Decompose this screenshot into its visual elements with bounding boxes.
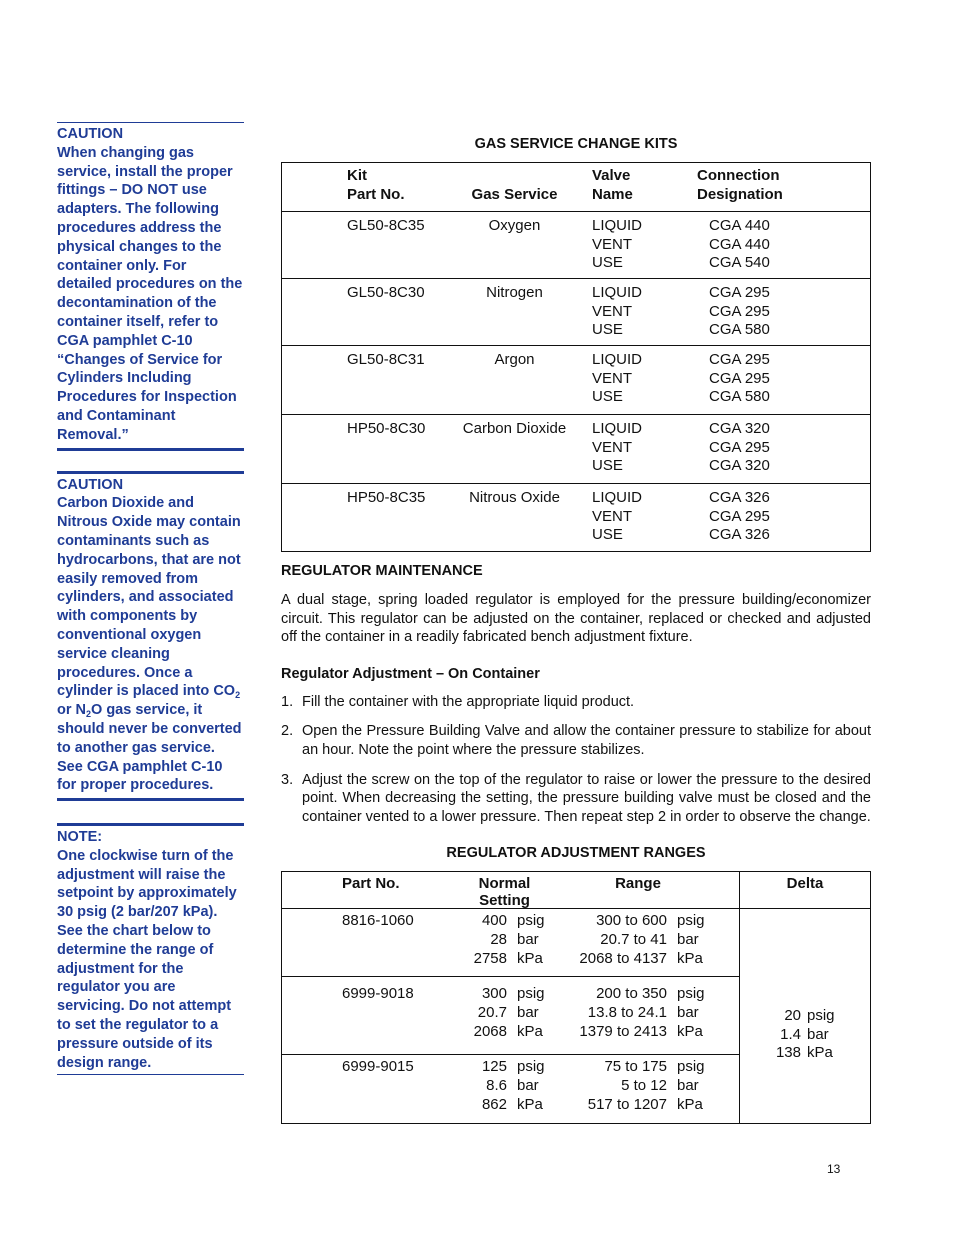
regulator-ranges-body <box>282 909 739 1123</box>
cell-text: LIQUID <box>592 284 643 301</box>
delta-unit: bar <box>807 1025 829 1043</box>
cell-text: bar <box>517 1004 539 1022</box>
cell-text: VENT <box>592 438 633 456</box>
cell-text: 6999-9015 <box>342 1058 414 1076</box>
delta-number: 1.4 <box>780 1025 801 1043</box>
delta-number: 138 <box>775 1044 801 1062</box>
cell-text: CGA 440 <box>709 217 770 234</box>
step-number: 3. <box>281 771 294 788</box>
cell-connections <box>697 284 870 345</box>
cell-text: 2758 <box>473 949 507 967</box>
regulator-ranges-left <box>282 872 740 1123</box>
cell-text: bar <box>677 931 699 949</box>
gas-kits-caption: GAS SERVICE CHANGE KITS <box>474 136 678 152</box>
table-row <box>282 415 870 484</box>
delta-unit: kPa <box>807 1044 833 1062</box>
caution-note-gas-change <box>57 122 244 451</box>
cell-valves <box>429 489 697 551</box>
cell-text: CGA 440 <box>709 235 770 253</box>
cell-text: USE <box>592 254 623 272</box>
caution-body-part1: Carbon Dioxide and Nitrous Oxide may contain contaminants such as hydrocarbons, that are not easily removed from cylinders, and associated with components by conventional oxygen service cleaning procedures. Once a cylinder is placed into CO <box>57 495 241 700</box>
cell-part <box>282 1058 432 1123</box>
header-normal-setting: Normal Setting <box>478 875 531 910</box>
cell-text: LIQUID <box>592 351 643 368</box>
cell-text: CGA 295 <box>709 351 770 368</box>
header-text: Name <box>592 185 633 203</box>
regulator-maintenance-heading: REGULATOR MAINTENANCE <box>281 563 483 579</box>
cell-normal-vals <box>432 985 507 1054</box>
cell-text: GL50-8C31 <box>347 351 425 368</box>
cell-text: USE <box>592 457 623 475</box>
cell-part <box>282 912 432 976</box>
cell-text: psig <box>677 985 705 1003</box>
delta-column <box>740 872 870 1123</box>
cell-text: USE <box>592 526 623 544</box>
table-row <box>282 977 739 1055</box>
cell-range-vals <box>557 985 667 1054</box>
cell-text: GL50-8C35 <box>347 217 425 234</box>
cell-text: VENT <box>592 369 633 387</box>
cell-text: psig <box>677 912 705 930</box>
cell-text: 517 to 1207 <box>587 1095 667 1113</box>
cell-text: CGA 295 <box>709 438 770 456</box>
cell-text: LIQUID <box>592 217 643 234</box>
cell-text: USE <box>592 388 623 406</box>
regulator-ranges-caption: REGULATOR ADJUSTMENT RANGES <box>446 845 706 862</box>
table-row <box>282 484 870 551</box>
cell-range-vals <box>557 1058 667 1123</box>
cell-connections <box>697 351 870 414</box>
cell-text: CGA 326 <box>709 526 770 544</box>
cell-normal-units <box>507 912 557 976</box>
cell-text: bar <box>677 1077 699 1095</box>
delta-numbers <box>753 1007 801 1062</box>
caution-body: When changing gas service, install the proper fittings – DO NOT use adapters. The following procedures address the physical changes to the container only. For detailed procedures on the decontamination of the container itself, refer to CGA pamphlet C-10 “Changes of Service for Cylinders Including Procedures for Inspection and Contaminant Removal.” <box>57 144 243 443</box>
cell-text: CGA 320 <box>709 457 770 475</box>
note-title: NOTE: <box>57 829 103 846</box>
page-number: 13 <box>827 1162 841 1176</box>
cell-valves <box>429 351 697 414</box>
step-text: Open the Pressure Building Valve and allow the container pressure to stabilize for about an hour. Note the point where the pressure stabilizes. <box>302 723 871 758</box>
delta-unit: psig <box>807 1007 835 1024</box>
cell-text: 75 to 175 <box>604 1058 667 1076</box>
list-item <box>281 693 871 712</box>
cell-range-units <box>667 1058 739 1123</box>
cell-text: VENT <box>592 302 633 320</box>
delta-units <box>801 1007 857 1062</box>
delta-block <box>753 1007 857 1062</box>
cell-text: GL50-8C30 <box>347 284 425 301</box>
adjustment-steps-list <box>281 693 871 827</box>
cell-text: LIQUID <box>592 489 643 506</box>
cell-text: kPa <box>677 1022 703 1040</box>
cell-text: LIQUID <box>592 420 643 437</box>
cell-text: Oxygen <box>488 217 541 234</box>
regulator-maintenance-intro: A dual stage, spring loaded regulator is employed for the pressure building/economizer circuit. This regulator can be adjusted on the container, replaced or checked and adjusted off the container in a readily fabricated bench adjustment fixture. <box>281 592 871 646</box>
cell-normal-units <box>507 1058 557 1123</box>
cell-text: CGA 295 <box>709 369 770 387</box>
cell-connections <box>697 489 870 551</box>
regulator-adjustment-subheading: Regulator Adjustment – On Container <box>281 665 540 682</box>
delta-values <box>740 909 870 1123</box>
delta-number: 20 <box>784 1007 801 1024</box>
cell-text: psig <box>677 1058 705 1076</box>
cell-kit <box>282 284 437 345</box>
step-text: Fill the container with the appropriate liquid product. <box>302 693 635 710</box>
cell-text: 6999-9018 <box>342 985 414 1003</box>
table-row <box>282 346 870 415</box>
cell-text: bar <box>677 1004 699 1022</box>
cell-text: 300 to 600 <box>596 912 667 930</box>
cell-text: 28 <box>490 931 507 949</box>
cell-text: 8816-1060 <box>342 912 414 930</box>
header-range: Range <box>615 875 661 893</box>
list-item <box>281 722 871 759</box>
cell-valves <box>429 284 697 345</box>
cell-normal-vals <box>432 912 507 976</box>
cell-normal-units <box>507 985 557 1054</box>
cell-valves <box>429 420 697 483</box>
cell-text: 862 <box>481 1095 507 1113</box>
caution-title: CAUTION <box>57 476 124 493</box>
gas-kits-header-row <box>282 163 870 212</box>
cell-range-units <box>667 912 739 976</box>
cell-text: bar <box>517 931 539 949</box>
header-valve-name <box>429 167 697 211</box>
cell-normal-vals <box>432 1058 507 1123</box>
table-row <box>282 279 870 346</box>
cell-text: 20.7 <box>477 1004 507 1022</box>
cell-text: CGA 295 <box>709 302 770 320</box>
cell-text: 200 to 350 <box>596 985 667 1003</box>
cell-text: USE <box>592 321 623 339</box>
cell-text: CGA 320 <box>709 420 770 437</box>
cell-text: kPa <box>517 949 543 967</box>
cell-valves <box>429 217 697 278</box>
cell-text: 400 <box>481 912 507 930</box>
cell-text: 1379 to 2413 <box>579 1022 667 1040</box>
header-delta: Delta <box>740 872 870 909</box>
cell-text: 8.6 <box>486 1077 507 1095</box>
regulator-ranges-table <box>281 871 871 1124</box>
header-text: Part No. <box>347 185 405 203</box>
cell-text: CGA 580 <box>709 388 770 406</box>
header-text: Valve <box>592 167 631 184</box>
cell-text: CGA 580 <box>709 321 770 339</box>
gas-kits-body <box>282 212 870 551</box>
cell-text: CGA 326 <box>709 489 770 506</box>
cell-text: kPa <box>677 949 703 967</box>
header-part-no: Part No. <box>342 875 400 893</box>
cell-text: bar <box>517 1077 539 1095</box>
cell-range-vals <box>557 912 667 976</box>
subscript: 2 <box>235 690 241 701</box>
table-row <box>282 1055 739 1123</box>
header-text: Gas Service <box>471 185 558 203</box>
cell-kit <box>282 489 437 551</box>
cell-text: Carbon Dioxide <box>462 420 567 437</box>
cell-text: kPa <box>677 1095 703 1113</box>
table-row <box>282 212 870 279</box>
cell-text: CGA 295 <box>709 284 770 301</box>
cell-text: psig <box>517 985 545 1003</box>
header-text: Kit <box>347 167 367 184</box>
list-item <box>281 771 871 827</box>
cell-text: 125 <box>481 1058 507 1076</box>
caution-note-contaminants <box>57 471 244 802</box>
sidebar-notes <box>57 122 244 1075</box>
cell-text: 2068 to 4137 <box>579 949 667 967</box>
note-clockwise-turn <box>57 823 244 1075</box>
cell-text: Nitrous Oxide <box>469 489 560 506</box>
caution-title: CAUTION <box>57 126 124 142</box>
step-number: 1. <box>281 693 294 710</box>
cell-text: kPa <box>517 1095 543 1113</box>
cell-part <box>282 985 432 1054</box>
header-connection-designation <box>697 167 870 211</box>
cell-range-units <box>667 985 739 1054</box>
cell-text: HP50-8C30 <box>347 420 426 437</box>
cell-text: CGA 540 <box>709 254 770 272</box>
header-text: Connection <box>697 167 780 184</box>
step-number: 2. <box>281 723 294 740</box>
cell-text: CGA 295 <box>709 507 770 525</box>
header-kit-part-no <box>282 167 437 211</box>
cell-text: Nitrogen <box>486 284 543 301</box>
cell-text: VENT <box>592 235 633 253</box>
cell-text: VENT <box>592 507 633 525</box>
cell-text: 300 <box>481 985 507 1003</box>
cell-text: 5 to 12 <box>621 1077 667 1095</box>
cell-text: Argon <box>494 351 535 368</box>
cell-kit <box>282 217 437 278</box>
cell-text: 13.8 to 24.1 <box>587 1004 667 1022</box>
gas-kits-table <box>281 162 871 552</box>
note-body: One clockwise turn of the adjustment will raise the setpoint by approximately 30 psig (2 bar/207 kPa). See the chart below to determine the range of adjustment for the regulator you are servicing. Do not attempt to set the regulator to a pressure outside of its design range. <box>57 847 237 1071</box>
cell-connections <box>697 420 870 483</box>
cell-text: psig <box>517 1058 545 1076</box>
cell-kit <box>282 420 437 483</box>
subscript: 2 <box>86 709 92 720</box>
cell-text: 20.7 to 41 <box>600 931 667 949</box>
step-text: Adjust the screw on the top of the regulator to raise or lower the pressure to the desired point. When decreasing the setting, the pressure building valve must be closed and the container vented to a lower pressure. Then repeat step 2 in order to observe the change. <box>302 771 871 825</box>
table-row <box>282 909 739 977</box>
cell-text: psig <box>517 912 545 930</box>
cell-text: 2068 <box>473 1022 507 1040</box>
cell-connections <box>697 217 870 278</box>
main-content <box>281 136 871 1124</box>
cell-text: HP50-8C35 <box>347 489 426 506</box>
caution-body-part2: or N <box>57 702 86 719</box>
header-text: Designation <box>697 185 783 203</box>
cell-kit <box>282 351 437 414</box>
caution-body-part3: O gas service, it should never be converted to another gas service. See CGA pamphlet C-10 for proper procedures. <box>57 702 242 794</box>
cell-text: kPa <box>517 1022 543 1040</box>
regulator-ranges-header-row <box>282 872 739 909</box>
